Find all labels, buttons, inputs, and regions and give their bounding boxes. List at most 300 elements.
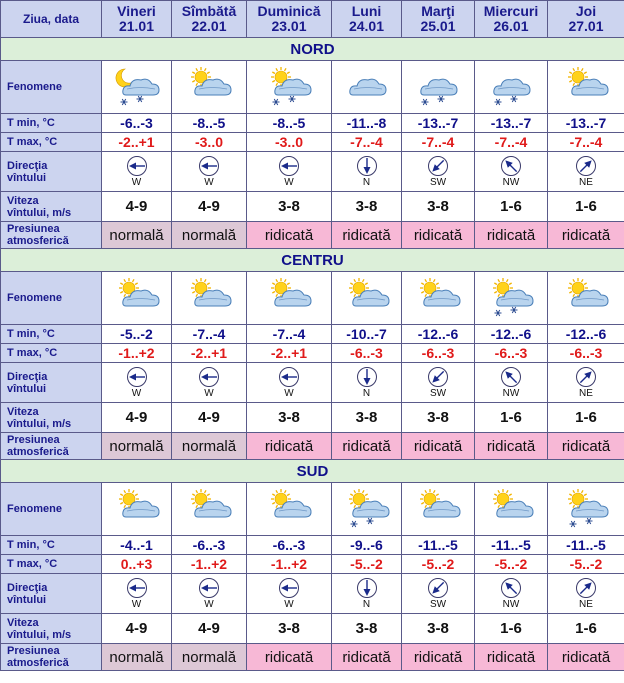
tmin-row xyxy=(1,325,624,344)
row-label-text: Direcţia xyxy=(7,581,48,594)
tmin-value: -12..-6 xyxy=(402,325,475,344)
tmin-value: -5..-2 xyxy=(102,325,172,344)
tmax-value: -5..-2 xyxy=(402,555,475,574)
wind-speed-value: 3-8 xyxy=(402,403,475,433)
wind-direction-row xyxy=(1,363,624,403)
wind-direction-text: NW xyxy=(502,177,520,188)
wind-direction-text: W xyxy=(204,599,214,610)
pressure-value: ridicată xyxy=(332,222,402,249)
phenomena-cell xyxy=(548,483,624,536)
pressure-value: normală xyxy=(102,433,172,460)
tmax-value: -5..-2 xyxy=(332,555,402,574)
row-label-text: Viteza xyxy=(7,194,39,207)
wind-direction-cell xyxy=(172,152,247,192)
wind-direction-cell xyxy=(247,152,332,192)
wind-direction-wrap xyxy=(102,366,171,399)
tmax-label xyxy=(1,555,102,574)
phenomena-label xyxy=(1,483,102,536)
wind-direction-text: NE xyxy=(579,388,593,399)
wind-arrow-icon xyxy=(278,155,300,177)
pressure-row xyxy=(1,433,624,460)
phenomena-cell xyxy=(332,272,402,325)
wind-arrow-icon xyxy=(500,155,522,177)
phenomena-cell xyxy=(172,483,247,536)
day-name: Duminică xyxy=(257,3,321,19)
pressure-value: ridicată xyxy=(332,433,402,460)
day-date: 21.01 xyxy=(118,18,155,34)
row-label-text: Fenomene xyxy=(7,292,63,304)
row-label-text: Direcţia xyxy=(7,159,48,172)
sun-cloud-icon xyxy=(561,276,611,320)
wind-direction-text: W xyxy=(131,177,142,188)
pressure-value: ridicată xyxy=(247,433,332,460)
pressure-value: normală xyxy=(172,433,247,460)
wind-direction-cell xyxy=(402,152,475,192)
wind-direction-wrap xyxy=(172,577,246,610)
tmax-value: -5..-2 xyxy=(475,555,548,574)
wind-direction-text: N xyxy=(362,388,371,399)
row-label-text: vîntului xyxy=(7,382,47,395)
tmax-value: -1..+2 xyxy=(172,555,247,574)
wind-direction-wrap xyxy=(548,366,624,399)
phenomena-cell xyxy=(247,483,332,536)
sun-cloud-icon xyxy=(112,487,162,531)
wind-direction-text: W xyxy=(204,177,214,188)
region-title: SUD xyxy=(1,460,624,483)
wind-direction-text: W xyxy=(284,388,294,399)
tmax-row xyxy=(1,344,624,363)
wind-speed-value: 4-9 xyxy=(102,192,172,222)
wind-direction-text: SW xyxy=(429,599,447,610)
wind-direction-wrap xyxy=(332,577,401,610)
cloud-icon xyxy=(342,65,392,109)
row-label-text: Presiunea xyxy=(7,223,60,235)
wind-speed-value: 3-8 xyxy=(402,192,475,222)
day-date: 23.01 xyxy=(271,18,307,34)
wind-direction-cell xyxy=(102,152,172,192)
wind-direction-wrap xyxy=(332,155,401,188)
phenomena-cell xyxy=(332,483,402,536)
wind-arrow-icon xyxy=(427,366,449,388)
day-header xyxy=(475,1,548,38)
wind-direction-cell xyxy=(548,363,624,403)
wind-speed-value: 1-6 xyxy=(548,614,624,644)
wind-direction-row xyxy=(1,574,624,614)
tmin-value: -13..-7 xyxy=(402,114,475,133)
tmin-value: -7..-4 xyxy=(172,325,247,344)
row-label-text: atmosferică xyxy=(7,446,69,458)
phenomena-cell xyxy=(102,61,172,114)
tmax-value: -2..+1 xyxy=(247,344,332,363)
day-name: Miercuri xyxy=(483,3,539,19)
wind-direction-text: N xyxy=(362,599,371,610)
wind-arrow-icon xyxy=(356,366,378,388)
wind-direction-cell xyxy=(475,574,548,614)
tmin-value: -7..-4 xyxy=(247,325,332,344)
tmin-row xyxy=(1,536,624,555)
wind-speed-row xyxy=(1,403,624,433)
sun-cloud-snow-icon xyxy=(264,65,314,109)
tmin-value: -13..-7 xyxy=(548,114,624,133)
wind-speed-value: 3-8 xyxy=(247,614,332,644)
sun-cloud-snow-icon xyxy=(561,487,611,531)
row-label-text: T min, °C xyxy=(7,328,55,340)
tmin-value: -4..-1 xyxy=(102,536,172,555)
wind-direction-cell xyxy=(247,574,332,614)
day-header xyxy=(102,1,172,38)
phenomena-row xyxy=(1,272,624,325)
wind-direction-text: W xyxy=(284,177,294,188)
tmax-value: -7..-4 xyxy=(548,133,624,152)
wind-direction-cell xyxy=(548,574,624,614)
tmin-value: -6..-3 xyxy=(247,536,332,555)
tmin-value: -9..-6 xyxy=(332,536,402,555)
row-label-text: Viteza xyxy=(7,405,39,418)
wind-direction-text: W xyxy=(131,599,142,610)
pressure-value: normală xyxy=(102,644,172,671)
wind-direction-wrap xyxy=(402,577,474,610)
row-label-text: Viteza xyxy=(7,616,39,629)
wind-direction-cell xyxy=(172,363,247,403)
row-label-text: vîntului, m/s xyxy=(7,628,72,641)
wind-direction-label xyxy=(1,574,102,614)
wind-arrow-icon xyxy=(126,155,148,177)
day-date: 24.01 xyxy=(348,18,385,34)
tmin-row xyxy=(1,114,624,133)
row-label-text: T max, °C xyxy=(7,558,58,570)
day-header xyxy=(402,1,475,38)
tmax-value: -6..-3 xyxy=(548,344,624,363)
wind-direction-text: SW xyxy=(429,177,447,188)
region-row xyxy=(1,38,624,61)
wind-arrow-icon xyxy=(126,366,148,388)
row-label-text: vîntului xyxy=(7,593,47,606)
pressure-value: ridicată xyxy=(548,433,624,460)
phenomena-cell xyxy=(102,272,172,325)
tmin-value: -12..-6 xyxy=(548,325,624,344)
row-label-text: Fenomene xyxy=(7,503,63,515)
tmax-value: -3..0 xyxy=(247,133,332,152)
wind-speed-value: 3-8 xyxy=(402,614,475,644)
tmax-row xyxy=(1,555,624,574)
wind-arrow-icon xyxy=(575,577,597,599)
phenomena-cell xyxy=(475,483,548,536)
wind-direction-text: NE xyxy=(579,177,593,188)
pressure-value: ridicată xyxy=(548,644,624,671)
tmin-value: -11..-5 xyxy=(475,536,548,555)
day-header xyxy=(172,1,247,38)
moon-cloud-snow-icon xyxy=(112,65,162,109)
header-row xyxy=(1,1,624,38)
row-label-text: vîntului, m/s xyxy=(7,417,72,430)
wind-speed-label xyxy=(1,192,102,222)
row-label-text: atmosferică xyxy=(7,235,69,247)
wind-speed-value: 4-9 xyxy=(102,614,172,644)
sun-cloud-icon xyxy=(264,487,314,531)
tmax-value: -5..-2 xyxy=(548,555,624,574)
wind-direction-cell xyxy=(332,152,402,192)
wind-direction-cell xyxy=(548,152,624,192)
tmax-row xyxy=(1,133,624,152)
wind-speed-value: 3-8 xyxy=(247,403,332,433)
phenomena-cell xyxy=(172,272,247,325)
day-name: Joi xyxy=(575,3,597,19)
phenomena-label xyxy=(1,272,102,325)
tmax-value: -6..-3 xyxy=(332,344,402,363)
day-date: 25.01 xyxy=(420,18,456,34)
phenomena-cell xyxy=(102,483,172,536)
pressure-value: ridicată xyxy=(402,644,475,671)
wind-direction-cell xyxy=(172,574,247,614)
phenomena-cell xyxy=(548,61,624,114)
region-row xyxy=(1,460,624,483)
wind-direction-cell xyxy=(102,363,172,403)
wind-direction-text: NE xyxy=(579,599,593,610)
wind-direction-text: SW xyxy=(429,388,447,399)
wind-direction-wrap xyxy=(402,155,474,188)
wind-direction-wrap xyxy=(247,366,331,399)
wind-direction-cell xyxy=(247,363,332,403)
day-date: 26.01 xyxy=(493,18,529,34)
wind-direction-cell xyxy=(102,574,172,614)
pressure-value: normală xyxy=(172,644,247,671)
sun-cloud-snow-icon xyxy=(342,487,392,531)
wind-direction-wrap xyxy=(475,577,547,610)
wind-direction-wrap xyxy=(548,577,624,610)
tmin-value: -8..-5 xyxy=(247,114,332,133)
pressure-value: ridicată xyxy=(247,222,332,249)
wind-arrow-icon xyxy=(356,577,378,599)
sun-cloud-icon xyxy=(486,487,536,531)
tmax-value: -6..-3 xyxy=(475,344,548,363)
region-title: NORD xyxy=(1,38,624,61)
wind-direction-wrap xyxy=(548,155,624,188)
wind-speed-value: 3-8 xyxy=(332,403,402,433)
phenomena-cell xyxy=(332,61,402,114)
wind-speed-value: 3-8 xyxy=(332,192,402,222)
sun-cloud-icon xyxy=(184,276,234,320)
pressure-value: ridicată xyxy=(332,644,402,671)
wind-arrow-icon xyxy=(198,366,220,388)
tmax-value: -1..+2 xyxy=(247,555,332,574)
header-corner: Ziua, data xyxy=(1,1,102,38)
wind-direction-text: W xyxy=(204,388,214,399)
wind-direction-cell xyxy=(332,363,402,403)
row-label-text: Presiunea xyxy=(7,645,60,657)
tmax-value: -3..0 xyxy=(172,133,247,152)
pressure-label xyxy=(1,644,102,671)
row-label-text: Presiunea xyxy=(7,434,60,446)
wind-direction-cell xyxy=(475,152,548,192)
wind-direction-label xyxy=(1,152,102,192)
tmax-label xyxy=(1,344,102,363)
wind-direction-wrap xyxy=(172,155,246,188)
tmax-value: -7..-4 xyxy=(475,133,548,152)
wind-speed-value: 1-6 xyxy=(548,192,624,222)
row-label-text: atmosferică xyxy=(7,657,69,669)
wind-speed-value: 1-6 xyxy=(548,403,624,433)
wind-speed-value: 4-9 xyxy=(172,614,247,644)
wind-arrow-icon xyxy=(198,155,220,177)
wind-arrow-icon xyxy=(575,155,597,177)
phenomena-row xyxy=(1,483,624,536)
wind-direction-text: W xyxy=(284,599,294,610)
row-label-text: vîntului xyxy=(7,171,47,184)
wind-arrow-icon xyxy=(500,366,522,388)
wind-arrow-icon xyxy=(427,155,449,177)
pressure-label xyxy=(1,433,102,460)
wind-direction-wrap xyxy=(475,155,547,188)
wind-arrow-icon xyxy=(356,155,378,177)
sun-cloud-icon xyxy=(264,276,314,320)
day-name: Marţi xyxy=(421,3,455,19)
wind-direction-wrap xyxy=(402,366,474,399)
sun-cloud-icon xyxy=(184,487,234,531)
pressure-value: normală xyxy=(172,222,247,249)
wind-speed-value: 4-9 xyxy=(172,192,247,222)
tmax-value: -2..+1 xyxy=(102,133,172,152)
tmax-value: -7..-4 xyxy=(402,133,475,152)
tmax-value: 0..+3 xyxy=(102,555,172,574)
tmin-value: -6..-3 xyxy=(172,536,247,555)
tmax-value: -1..+2 xyxy=(102,344,172,363)
wind-speed-row xyxy=(1,614,624,644)
phenomena-cell xyxy=(402,483,475,536)
sun-cloud-icon xyxy=(112,276,162,320)
pressure-value: ridicată xyxy=(475,222,548,249)
wind-direction-cell xyxy=(332,574,402,614)
sun-cloud-icon xyxy=(413,487,463,531)
wind-direction-wrap xyxy=(102,577,171,610)
tmin-value: -6..-3 xyxy=(102,114,172,133)
phenomena-cell xyxy=(475,272,548,325)
wind-speed-value: 1-6 xyxy=(475,614,548,644)
wind-speed-value: 3-8 xyxy=(247,192,332,222)
tmax-value: -6..-3 xyxy=(402,344,475,363)
row-label-text: T min, °C xyxy=(7,117,55,129)
wind-arrow-icon xyxy=(427,577,449,599)
wind-speed-value: 1-6 xyxy=(475,403,548,433)
wind-direction-text: W xyxy=(131,388,142,399)
tmin-label xyxy=(1,114,102,133)
tmin-value: -10..-7 xyxy=(332,325,402,344)
wind-direction-wrap xyxy=(475,366,547,399)
wind-arrow-icon xyxy=(575,366,597,388)
wind-speed-row xyxy=(1,192,624,222)
row-label-text: Fenomene xyxy=(7,81,63,93)
day-date: 22.01 xyxy=(191,18,227,34)
pressure-value: ridicată xyxy=(475,644,548,671)
pressure-row xyxy=(1,222,624,249)
wind-arrow-icon xyxy=(278,366,300,388)
wind-arrow-icon xyxy=(500,577,522,599)
pressure-value: ridicată xyxy=(402,222,475,249)
phenomena-cell xyxy=(402,61,475,114)
phenomena-cell xyxy=(475,61,548,114)
phenomena-cell xyxy=(247,61,332,114)
phenomena-cell xyxy=(402,272,475,325)
pressure-row xyxy=(1,644,624,671)
wind-speed-label xyxy=(1,403,102,433)
row-label-text: T min, °C xyxy=(7,539,55,551)
pressure-value: ridicată xyxy=(402,433,475,460)
wind-direction-wrap xyxy=(172,366,246,399)
wind-direction-cell xyxy=(402,574,475,614)
phenomena-cell xyxy=(247,272,332,325)
wind-arrow-icon xyxy=(278,577,300,599)
wind-arrow-icon xyxy=(198,577,220,599)
phenomena-row xyxy=(1,61,624,114)
tmin-label xyxy=(1,536,102,555)
pressure-label xyxy=(1,222,102,249)
day-name: Sîmbătă xyxy=(181,3,237,19)
tmin-label xyxy=(1,325,102,344)
phenomena-cell xyxy=(172,61,247,114)
wind-direction-row xyxy=(1,152,624,192)
wind-speed-value: 3-8 xyxy=(332,614,402,644)
wind-direction-wrap xyxy=(332,366,401,399)
region-row xyxy=(1,249,624,272)
wind-direction-cell xyxy=(475,363,548,403)
sun-cloud-snow-icon xyxy=(486,276,536,320)
region-title: CENTRU xyxy=(1,249,624,272)
sun-cloud-icon xyxy=(342,276,392,320)
wind-speed-value: 4-9 xyxy=(172,403,247,433)
tmin-value: -8..-5 xyxy=(172,114,247,133)
cloud-snow-icon xyxy=(413,65,463,109)
tmax-label xyxy=(1,133,102,152)
pressure-value: ridicată xyxy=(475,433,548,460)
phenomena-label xyxy=(1,61,102,114)
wind-direction-text: NW xyxy=(502,388,520,399)
row-label-text: T max, °C xyxy=(7,136,58,148)
row-label-text: Direcţia xyxy=(7,370,48,383)
wind-speed-label xyxy=(1,614,102,644)
day-name: Vineri xyxy=(117,3,156,19)
day-date: 27.01 xyxy=(568,18,604,34)
wind-direction-label xyxy=(1,363,102,403)
wind-speed-value: 1-6 xyxy=(475,192,548,222)
tmin-value: -11..-5 xyxy=(402,536,475,555)
phenomena-cell xyxy=(548,272,624,325)
pressure-value: normală xyxy=(102,222,172,249)
row-label-text: T max, °C xyxy=(7,347,58,359)
day-name: Luni xyxy=(351,3,382,19)
tmax-value: -2..+1 xyxy=(172,344,247,363)
sun-cloud-icon xyxy=(413,276,463,320)
wind-direction-text: NW xyxy=(502,599,520,610)
pressure-value: ridicată xyxy=(548,222,624,249)
sun-cloud-icon xyxy=(184,65,234,109)
wind-arrow-icon xyxy=(126,577,148,599)
wind-direction-text: N xyxy=(362,177,371,188)
day-header xyxy=(548,1,624,38)
wind-speed-value: 4-9 xyxy=(102,403,172,433)
wind-direction-wrap xyxy=(102,155,171,188)
wind-direction-cell xyxy=(402,363,475,403)
wind-direction-wrap xyxy=(247,155,331,188)
tmin-value: -12..-6 xyxy=(475,325,548,344)
tmax-value: -7..-4 xyxy=(332,133,402,152)
pressure-value: ridicată xyxy=(247,644,332,671)
tmin-value: -11..-5 xyxy=(548,536,624,555)
wind-direction-wrap xyxy=(247,577,331,610)
row-label-text: vîntului, m/s xyxy=(7,206,72,219)
tmin-value: -11..-8 xyxy=(332,114,402,133)
cloud-snow-icon xyxy=(486,65,536,109)
day-header xyxy=(332,1,402,38)
day-header xyxy=(247,1,332,38)
